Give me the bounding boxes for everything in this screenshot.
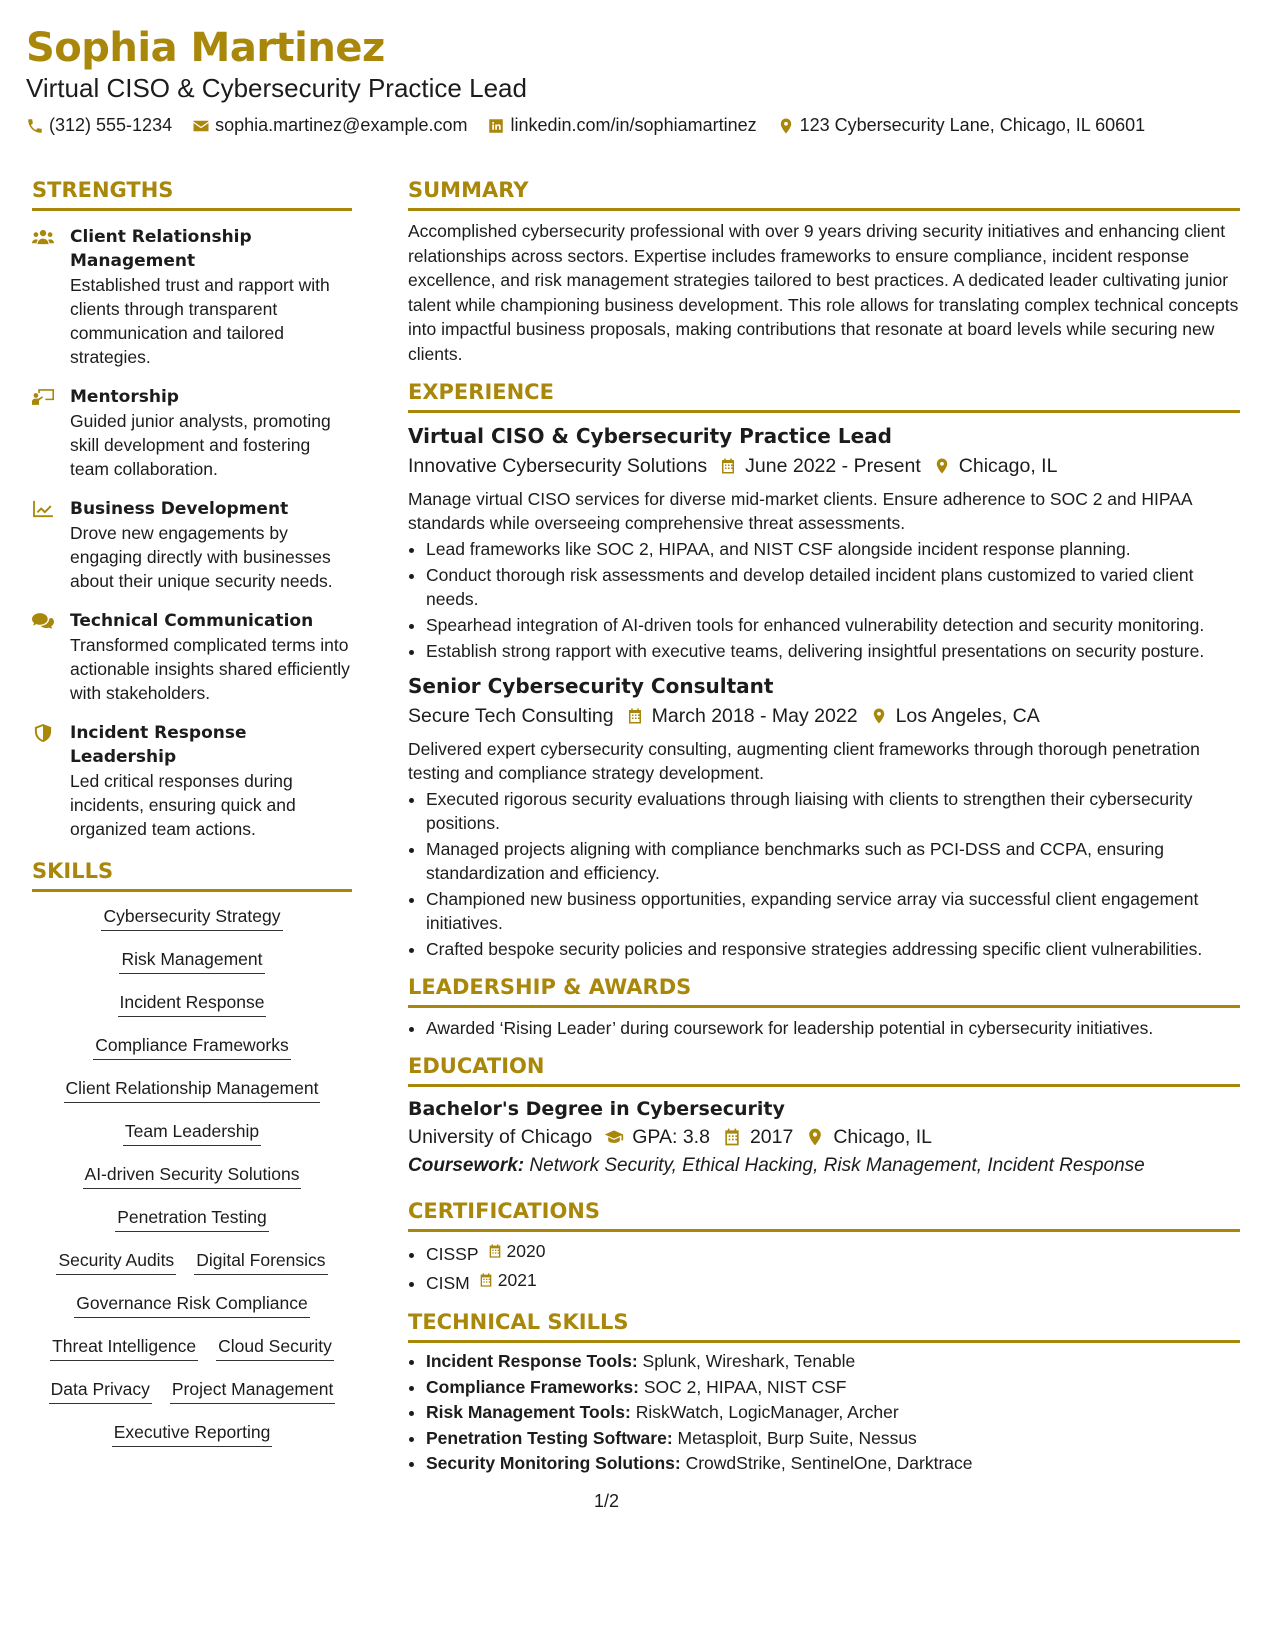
summary-heading: SUMMARY (408, 176, 1240, 211)
experience-list (408, 421, 1240, 961)
job-bullet: • Conduct thorough risk assessments and develop detailed incident plans customized to varied client needs. (426, 563, 1240, 611)
map-marker-icon (805, 1127, 825, 1147)
job-location: Los Angeles, CA (895, 705, 1040, 727)
job-dates: June 2022 - Present (745, 455, 921, 477)
skill-tag: Digital Forensics (194, 1248, 327, 1275)
leadership-item: • Awarded ‘Rising Leader’ during coursework for leadership potential in cybersecurity initiatives. (426, 1016, 1240, 1040)
skill-row (64, 1076, 321, 1103)
users-icon (32, 225, 70, 369)
phone-icon (26, 117, 44, 135)
presentation-icon (32, 385, 70, 481)
job-bullet: • Crafted bespoke security policies and responsive strategies addressing specific client vulnerabilities. (426, 937, 1240, 961)
contact-address (777, 115, 1146, 136)
linkedin-link[interactable]: linkedin.com/in/sophiamartinez (510, 115, 757, 135)
certification-item (426, 1238, 1240, 1267)
strength-body (70, 225, 352, 369)
skill-tag: Threat Intelligence (50, 1334, 198, 1361)
chart-line-icon (32, 497, 70, 593)
job-bullet: • Establish strong rapport with executive teams, delivering insightful presentations on security posture. (426, 639, 1240, 663)
map-marker-icon (866, 706, 888, 726)
strength-title: Business Development (70, 499, 289, 519)
strength-title: Mentorship (70, 387, 179, 407)
job-bullet: • Managed projects aligning with compliance benchmarks such as PCI-DSS and CCPA, ensuring standardization and efficiency. (426, 837, 1240, 885)
left-column (32, 176, 352, 1463)
skill-row (112, 1420, 273, 1447)
technical-skill-label: Incident Response Tools: (426, 1351, 638, 1371)
cert-year-wrap (478, 1267, 537, 1293)
job-bullets (408, 787, 1240, 961)
leadership-list (408, 1016, 1240, 1040)
cert-year: 2020 (506, 1241, 546, 1261)
gpa-text: GPA: 3.8 (632, 1126, 710, 1148)
cert-name: CISSP (426, 1244, 479, 1264)
linkedin-icon (487, 117, 505, 135)
job-entry (408, 671, 1240, 961)
technical-skill-item (426, 1375, 1240, 1401)
skill-tag: Security Audits (56, 1248, 176, 1275)
skill-tag: Project Management (170, 1377, 335, 1404)
resume-header (26, 22, 1256, 136)
company-name: Secure Tech Consulting (408, 705, 614, 727)
strength-body (70, 609, 352, 705)
skill-row (93, 1033, 291, 1060)
education-location: Chicago, IL (833, 1126, 932, 1148)
skill-row (83, 1162, 302, 1189)
comments-icon (32, 609, 70, 705)
job-dates: March 2018 - May 2022 (651, 705, 858, 727)
coursework-text: Network Security, Ethical Hacking, Risk Management, Incident Response (529, 1155, 1145, 1176)
cert-year: 2021 (497, 1270, 537, 1290)
job-bullet: • Spearhead integration of AI-driven tools for enhanced vulnerability detection and security monitoring. (426, 613, 1240, 637)
skill-tag: Governance Risk Compliance (74, 1291, 310, 1318)
certifications-heading: CERTIFICATIONS (408, 1197, 1240, 1232)
certifications-list (408, 1238, 1240, 1296)
technical-skill-label: Penetration Testing Software: (426, 1427, 673, 1448)
coursework (408, 1151, 1240, 1181)
candidate-name: Sophia Martinez (26, 25, 385, 71)
skill-tag: AI-driven Security Solutions (83, 1162, 302, 1189)
skill-tag: Data Privacy (49, 1377, 152, 1404)
strength-item (32, 385, 352, 481)
strength-body (70, 385, 352, 481)
address-text: 123 Cybersecurity Lane, Chicago, IL 60601 (799, 115, 1146, 135)
skill-tag: Team Leadership (123, 1119, 261, 1146)
skill-tag: Compliance Frameworks (93, 1033, 291, 1060)
technical-skill-item (426, 1349, 1240, 1375)
strengths-heading: STRENGTHS (32, 176, 352, 211)
calendar-icon (715, 456, 737, 476)
skill-row (115, 1205, 269, 1232)
technical-skill-label: Compliance Frameworks: (426, 1376, 639, 1397)
strength-body (70, 497, 352, 593)
job-location: Chicago, IL (958, 455, 1058, 477)
job-meta (408, 451, 1240, 481)
map-marker-icon (929, 456, 951, 476)
strength-item (32, 497, 352, 593)
page-number: 1/2 (594, 1491, 620, 1511)
job-description: Delivered expert cybersecurity consulting, augmenting client frameworks through thorough penetration testing and compliance strategy development. (408, 739, 1200, 783)
strength-title: Technical Communication (70, 611, 314, 631)
calendar-icon (722, 1127, 742, 1147)
technical-skills-heading: TECHNICAL SKILLS (408, 1308, 1240, 1343)
cert-year-wrap (487, 1238, 546, 1264)
skill-row (119, 947, 264, 974)
skill-row (50, 1334, 334, 1361)
strength-item (32, 225, 352, 369)
calendar-icon (478, 1271, 494, 1289)
skill-row (74, 1291, 310, 1318)
shield-icon (32, 721, 70, 841)
technical-skill-item (426, 1426, 1240, 1452)
strength-desc: Drove new engagements by engaging directly with businesses about their unique security needs. (70, 523, 333, 591)
skill-row (101, 904, 282, 931)
skill-tag: Risk Management (119, 947, 264, 974)
skills-list (32, 904, 352, 1463)
map-marker-icon (777, 117, 795, 135)
calendar-icon (622, 706, 644, 726)
education-heading: EDUCATION (408, 1052, 1240, 1087)
job-meta (408, 701, 1240, 731)
phone-text: (312) 555-1234 (49, 115, 173, 135)
job-title: Senior Cybersecurity Consultant (408, 674, 774, 698)
leadership-heading: LEADERSHIP & AWARDS (408, 973, 1240, 1008)
strength-title: Client Relationship Management (70, 227, 252, 271)
experience-heading: EXPERIENCE (408, 378, 1240, 413)
job-bullet: • Championed new business opportunities, expanding service array via successful client engagement initiatives. (426, 887, 1240, 935)
skill-tag: Incident Response (118, 990, 267, 1017)
job-bullet: • Lead frameworks like SOC 2, HIPAA, and NIST CSF alongside incident response planning. (426, 537, 1240, 561)
skill-tag: Cybersecurity Strategy (101, 904, 282, 931)
summary-text: Accomplished cybersecurity professional with over 9 years driving security initiatives and enhancing client relationships across sectors. Expertise includes frameworks to ensure compliance, incident response excellence, and risk management strategies tailored to best practices. A dedicated leader cultivating junior talent while championing business development. This role allows for translating complex technical concepts into impactful business proposals, making contributions that resonate at board levels while securing new clients. (408, 221, 1239, 364)
skill-tag: Cloud Security (216, 1334, 334, 1361)
certification-item (426, 1267, 1240, 1296)
strength-desc: Established trust and rapport with clients through transparent communication and tailored strategies. (70, 275, 330, 367)
envelope-icon (192, 117, 210, 135)
skill-tag: Executive Reporting (112, 1420, 273, 1447)
technical-skills-list (408, 1349, 1240, 1477)
technical-skill-item (426, 1400, 1240, 1426)
technical-skill-label: Risk Management Tools: (426, 1402, 631, 1422)
strength-item (32, 721, 352, 841)
technical-skill-value: SOC 2, HIPAA, NIST CSF (643, 1376, 847, 1397)
cert-name: CISM (426, 1273, 470, 1293)
strength-desc: Transformed complicated terms into actionable insights shared efficiently with stakeholders. (70, 635, 350, 703)
skill-tag: Penetration Testing (115, 1205, 269, 1232)
contact-linkedin[interactable] (487, 115, 756, 136)
technical-skill-value: Metasploit, Burp Suite, Nessus (677, 1427, 917, 1448)
degree-title: Bachelor's Degree in Cybersecurity (408, 1098, 785, 1120)
school-name: University of Chicago (408, 1126, 593, 1148)
skills-heading: SKILLS (32, 857, 352, 892)
strength-desc: Led critical responses during incidents, ensuring quick and organized team actions. (70, 771, 296, 839)
calendar-icon (487, 1242, 503, 1260)
education-year: 2017 (749, 1126, 794, 1148)
coursework-label: Coursework: (408, 1155, 525, 1176)
skill-tag: Client Relationship Management (64, 1076, 321, 1103)
technical-skill-value: CrowdStrike, SentinelOne, Darktrace (685, 1453, 973, 1473)
strength-body (70, 721, 352, 841)
right-column (408, 176, 1240, 1477)
skill-row (49, 1377, 336, 1404)
job-title: Virtual CISO & Cybersecurity Practice Lead (408, 424, 892, 448)
job-description: Manage virtual CISO services for diverse mid-market clients. Ensure adherence to SOC 2 and HIPAA standards while overseeing comprehensive threat assessments. (408, 489, 1192, 533)
email-link[interactable]: sophia.martinez@example.com (215, 115, 468, 135)
job-entry (408, 421, 1240, 663)
skill-row (56, 1248, 327, 1275)
technical-skill-value: RiskWatch, LogicManager, Archer (635, 1402, 899, 1422)
strength-item (32, 609, 352, 705)
contact-email[interactable] (192, 115, 467, 136)
strength-desc: Guided junior analysts, promoting skill development and fostering team collaboration. (70, 411, 331, 479)
job-bullet: • Executed rigorous security evaluations through liaising with clients to strengthen their cybersecurity positions. (426, 787, 1240, 835)
candidate-title: Virtual CISO & Cybersecurity Practice Lead (26, 73, 527, 103)
job-bullets (408, 537, 1240, 663)
technical-skill-label: Security Monitoring Solutions: (426, 1453, 681, 1473)
strengths-list (32, 225, 352, 841)
technical-skill-item (426, 1451, 1240, 1477)
skill-row (118, 990, 267, 1017)
skill-row (123, 1119, 261, 1146)
contact-bar (26, 115, 1256, 136)
strength-title: Incident Response Leadership (70, 723, 247, 767)
company-name: Innovative Cybersecurity Solutions (408, 455, 708, 477)
contact-phone (26, 115, 172, 136)
technical-skill-value: Splunk, Wireshark, Tenable (642, 1351, 856, 1371)
education-meta (408, 1123, 1240, 1151)
graduation-cap-icon (604, 1127, 624, 1147)
